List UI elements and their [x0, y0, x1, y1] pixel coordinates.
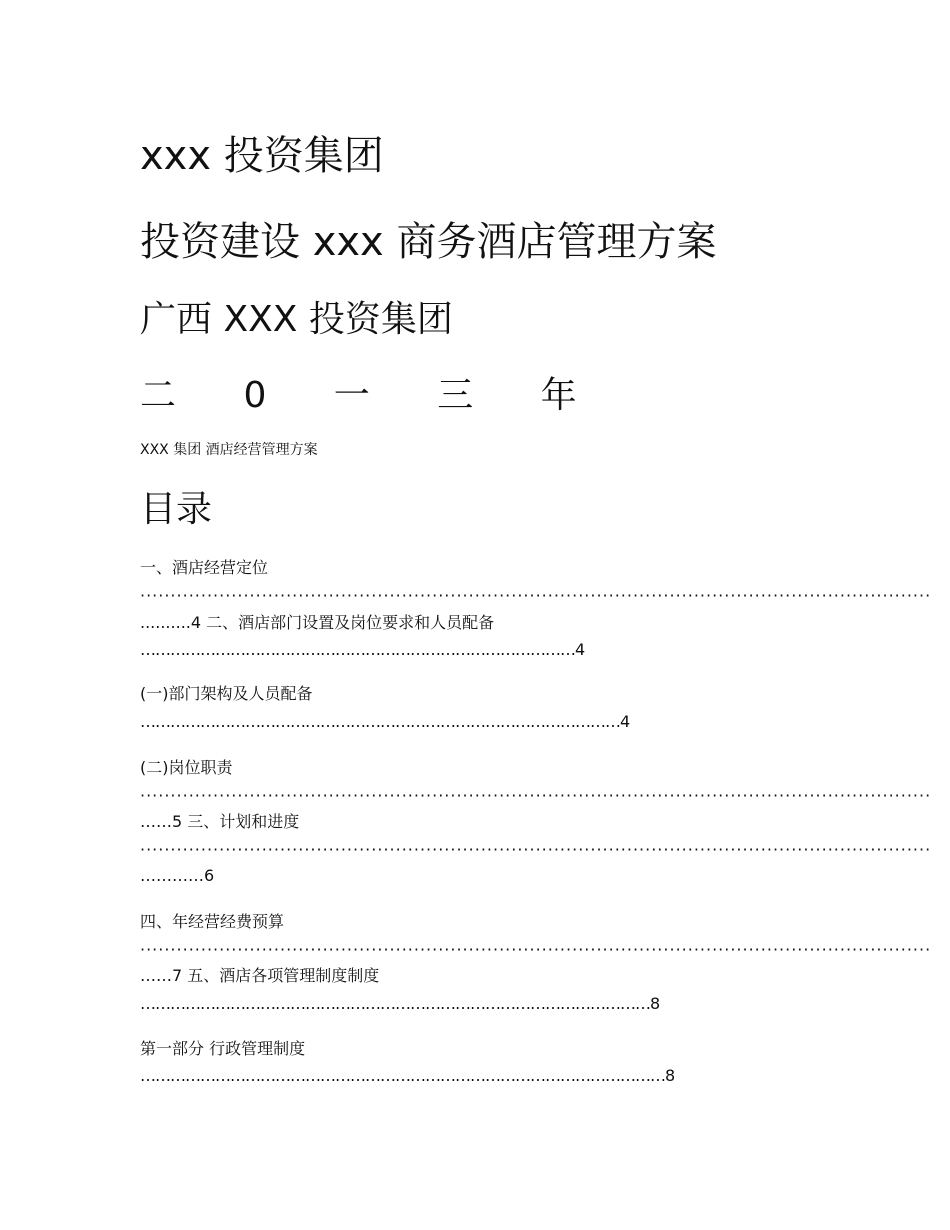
toc-entry: …………6 [140, 866, 215, 885]
toc-entry: ……7 五、酒店各项管理制度制度 [140, 966, 380, 985]
toc-entry: 四、年经营经费预算 [140, 912, 285, 931]
toc-leader-dots: ·································································································································· [140, 840, 932, 859]
cover-group-name: 广西 XXX 投资集团 [140, 299, 453, 340]
toc-entry: 一、酒店经营定位 [140, 558, 269, 577]
toc-entry: (一)部门架构及人员配备 [140, 684, 313, 703]
toc-leader: ……………………………………………………………………………4 [140, 640, 585, 659]
toc-leader-dots: ·································································································································· [140, 786, 932, 805]
toc-entry: 第一部分 行政管理制度 [140, 1039, 306, 1058]
toc-leader: …………………………………………………………………………………………8 [140, 994, 660, 1013]
cover-company-title: xxx 投资集团 [140, 133, 384, 179]
toc-leader-dots: ·································································································································· [140, 586, 932, 605]
toc-leader-dots: ·································································································································· [140, 940, 932, 959]
toc-entry: ..........4 二、酒店部门设置及岗位要求和人员配备 [140, 613, 495, 632]
toc-leader: ……………………………………………………………………………………4 [140, 712, 630, 731]
running-header: XXX 集团 酒店经营管理方案 [140, 442, 318, 458]
cover-year: 二 0 一 三 年 [140, 375, 605, 416]
toc-title: 目录 [140, 489, 213, 530]
cover-plan-title: 投资建设 xxx 商务酒店管理方案 [140, 219, 717, 265]
toc-leader: ……………………………………………………………………………………………8 [140, 1066, 675, 1085]
toc-entry: ……5 三、计划和进度 [140, 812, 300, 831]
toc-entry: (二)岗位职责 [140, 758, 233, 777]
